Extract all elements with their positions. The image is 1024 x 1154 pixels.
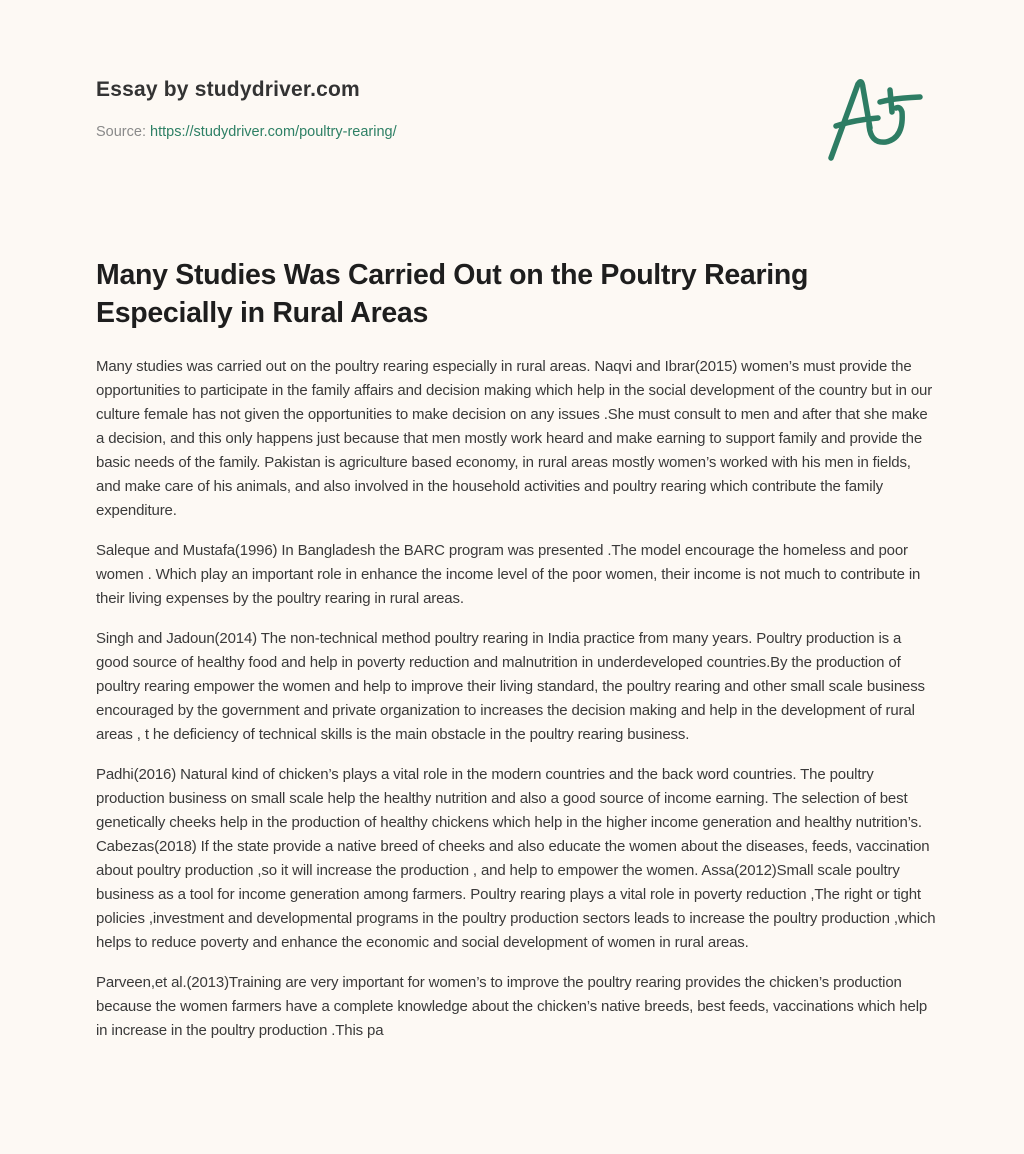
site-title: Essay by studydriver.com	[96, 78, 360, 101]
essay-paragraph: Parveen,et al.(2013)Training are very important for women’s to improve the poultry rearing provides the chicken’s production because the women farmers have a complete knowledge about the chicken’s native breeds, best feeds, vaccinations which help in increase in the poultry production .This pa	[96, 974, 928, 1039]
source-link[interactable]: https://studydriver.com/poultry-rearing/	[150, 124, 397, 140]
essay-body	[96, 355, 936, 1059]
page-header	[96, 76, 928, 142]
essay-title: Many Studies Was Carried Out on the Poultry Rearing Especially in Rural Areas	[96, 259, 809, 329]
essay-paragraph: Singh and Jadoun(2014) The non-technical method poultry rearing in India practice from many years. Poultry production is a good source of healthy food and help in poverty reduction and malnutrition in underdeveloped countries.By the production of poultry rearing empower the women and help to improve their living standard, the poultry rearing and other small scale business encouraged by the government and private organization to increases the decision making and help in the development of rural areas , t he deficiency of technical skills is the main obstacle in the poultry rearing business.	[96, 630, 925, 743]
essay-paragraph: Saleque and Mustafa(1996) In Bangladesh the BARC program was presented .The model encourage the homeless and poor women . Which play an important role in enhance the income level of the poor women, their income is not much to contribute in their living expenses by the poultry rearing in rural areas.	[96, 542, 921, 607]
essay-paragraph: Padhi(2016) Natural kind of chicken’s plays a vital role in the modern countries and the back word countries. The poultry production business on small scale help the healthy nutrition and also a good source of income earning. The selection of best genetically cheeks help in the production of healthy chickens which help in the higher income generation and healthy nutrition’s. Cabezas(2018) If the state provide a native breed of cheeks and also educate the women about the diseases, feeds, vaccination about poultry production ,so it will increase the production , and help to empower the women. Assa(2012)Small scale poultry business as a tool for income generation among farmers. Poultry rearing plays a vital role in poverty reduction ,The right or tight policies ,investment and developmental programs in the poultry production sectors leads to increase the poultry production ,which helps to reduce poverty and enhance the economic and social development of women in rural areas.	[96, 766, 936, 951]
essay-paragraph: Many studies was carried out on the poultry rearing especially in rural areas. Naqvi and Ibrar(2015) women’s must provide the opportunities to participate in the family affairs and decision making which help in the social development of the country but in our culture female has not given the opportunities to make decision on any issues .She must consult to men and after that she make a decision, and this only happens just because that men mostly work heard and make earning to support family and provide the basic needs of the family. Pakistan is agriculture based economy, in rural areas mostly women’s worked with his men in fields, and make care of his animals, and also involved in the household activities and poultry rearing which contribute the family expenditure.	[96, 358, 933, 519]
a-plus-grade-icon	[824, 66, 928, 166]
source-line	[96, 122, 928, 142]
source-label: Source:	[96, 124, 146, 140]
